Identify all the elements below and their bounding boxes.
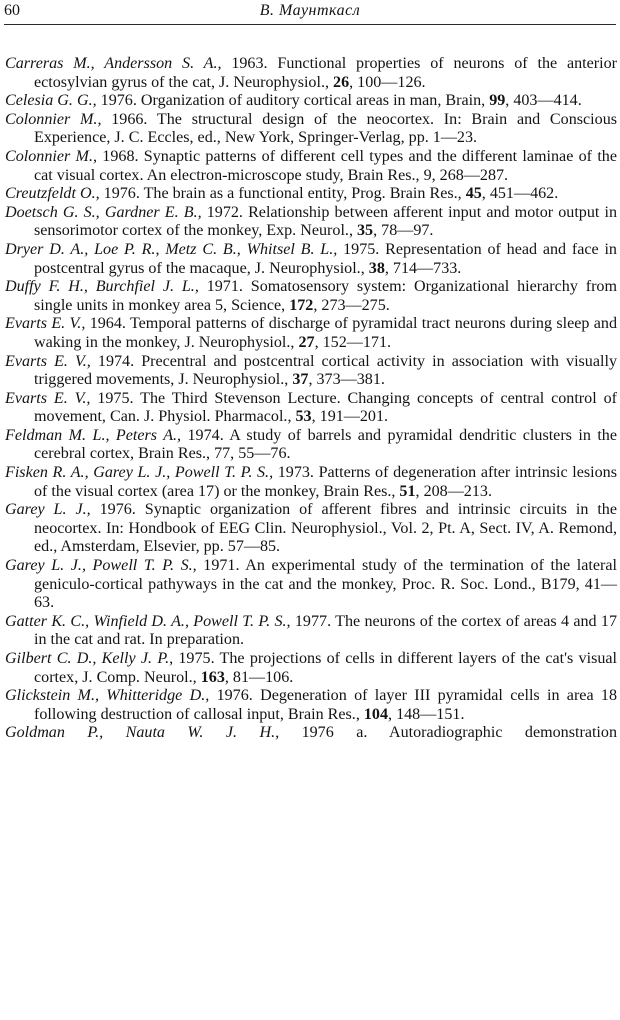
reference-entry xyxy=(5,557,617,613)
reference-volume: 163 xyxy=(200,668,225,686)
reference-volume: 38 xyxy=(368,259,385,277)
reference-authors: Gilbert C. D., Kelly J. P., xyxy=(5,650,174,667)
reference-authors: Celesia G. G., xyxy=(5,92,97,110)
reference-pages: , 152—171. xyxy=(314,333,392,351)
reference-entry xyxy=(5,185,617,204)
reference-text: 1976. The brain as a functional entity, Prog. Brain Res., xyxy=(99,185,466,203)
reference-entry xyxy=(5,427,617,464)
reference-authors: Duffy F. H., Burchfiel J. L., xyxy=(5,278,199,296)
reference-text: 1972. Relationship between afferent input and motor output in sensorimotor cortex of the monkey, Exp. Neurol., xyxy=(34,203,617,240)
reference-entry xyxy=(5,92,617,111)
reference-volume: 35 xyxy=(357,222,374,240)
reference-entry xyxy=(5,353,617,390)
reference-authors: Evarts E. V., xyxy=(5,315,86,333)
reference-text: 1976 a. Autoradiographic demonstration xyxy=(279,724,617,742)
reference-text: 1975. Representation of head and face in postcentral gyrus of the macaque, J. Neurophysiol., xyxy=(34,240,617,277)
reference-text: 1974. Precentral and postcentral cortical activity in association with visually triggered movements, J. Neurophysiol., xyxy=(34,352,617,389)
reference-pages: , 714—733. xyxy=(384,259,462,277)
reference-volume: 99 xyxy=(489,92,506,110)
reference-authors: Doetsch G. S., Gardner E. B., xyxy=(5,203,202,221)
reference-text: 1976. Degeneration of layer III pyramidal cells in area 18 following destruction of callosal input, Brain Res., xyxy=(34,687,617,723)
reference-pages: , 451—462. xyxy=(481,185,559,203)
reference-authors: Evarts E. V., xyxy=(5,352,91,370)
reference-authors: Garey L. J., xyxy=(5,501,91,519)
reference-pages: , 81—106. xyxy=(224,668,294,686)
reference-entry xyxy=(5,501,617,557)
reference-entry xyxy=(5,278,617,315)
reference-volume: 37 xyxy=(292,371,309,389)
running-head: В. Маунткасл xyxy=(259,2,361,19)
reference-authors: Gatter K. C., Winfield D. A., Powell T. P. S., xyxy=(5,612,291,630)
reference-authors: Colonnier M., xyxy=(5,110,102,128)
reference-pages: , 403—414. xyxy=(505,92,582,110)
reference-volume: 26 xyxy=(333,73,350,91)
reference-volume: 27 xyxy=(298,333,315,351)
reference-authors: Carreras M., Andersson S. A., xyxy=(5,55,222,72)
reference-pages: , 373—381. xyxy=(308,371,385,389)
reference-entry xyxy=(5,650,617,687)
reference-volume: 53 xyxy=(295,408,312,426)
reference-entry xyxy=(5,687,617,724)
reference-authors: Fisken R. A., Garey L. J., Powell T. P. S., xyxy=(5,464,274,482)
reference-pages: , 208—213. xyxy=(415,482,492,500)
reference-pages: , 191—201. xyxy=(311,408,389,426)
reference-pages: , 148—151. xyxy=(388,705,465,723)
header-rule xyxy=(4,24,616,25)
reference-text: 1974. A study of barrels and pyramidal dendritic clusters in the cerebral cortex, Brain Res., 77, 55—76. xyxy=(34,426,617,463)
reference-text: 1966. The structural design of the neocortex. In: Brain and Conscious Experience, J. C. Eccles, ed., New York, Springer-Verlag, pp. 1—23. xyxy=(34,110,617,147)
reference-authors: Dryer D. A., Loe P. R., Metz C. B., Whitsel B. L., xyxy=(5,240,338,258)
reference-entry xyxy=(5,613,617,650)
reference-entry xyxy=(5,241,617,278)
reference-entry xyxy=(5,464,617,501)
reference-text: 1971. An experimental study of the termination of the lateral geniculo-cortical pathyways in the cat and the monkey, Proc. R. Soc. Lond., B179, 41—63. xyxy=(34,557,617,612)
reference-text: 1975. The Third Stevenson Lecture. Changing concepts of central control of movement, Can. J. Physiol. Pharmacol., xyxy=(34,389,617,426)
reference-text: 1964. Temporal patterns of discharge of pyramidal tract neurons during sleep and waking in the monkey, J. Neurophysiol., xyxy=(34,315,617,351)
reference-entry xyxy=(5,148,617,185)
reference-volume: 45 xyxy=(465,185,482,203)
reference-authors: Evarts E. V., xyxy=(5,389,91,407)
reference-entry xyxy=(5,315,617,352)
reference-volume: 172 xyxy=(289,296,314,314)
reference-authors: Glickstein M., Whitteridge D., xyxy=(5,687,210,705)
reference-list xyxy=(5,55,617,743)
reference-authors: Garey L. J., Powell T. P. S., xyxy=(5,557,197,575)
reference-entry xyxy=(5,390,617,427)
reference-authors: Goldman P., Nauta W. J. H., xyxy=(5,724,280,742)
reference-text: 1971. Somatosensory system: Organizational hierarchy from single units in monkey area 5, Science, xyxy=(34,278,617,314)
reference-entry xyxy=(5,204,617,241)
reference-authors: Feldman M. L., Peters A., xyxy=(5,426,182,444)
reference-text: 1976. Synaptic organization of afferent fibres and intrinsic circuits in the neocortex. In: Hondbook of EEG Clin. Neurophysiol., Vol. 2, Pt. A, Sect. IV, A. Remond, ed., Amsterdam, Elsevier, pp. 57—85. xyxy=(34,501,617,556)
reference-text: 1976. Organization of auditory cortical areas in man, Brain, xyxy=(96,92,490,110)
reference-pages: , 78—97. xyxy=(373,222,434,240)
reference-authors: Colonnier M., xyxy=(5,147,98,165)
page-header xyxy=(0,0,620,26)
reference-entry xyxy=(5,724,617,743)
reference-text: 1968. Synaptic patterns of different cell types and the different laminae of the cat visual cortex. An electron-microscope study, Brain Res., 9, 268—287. xyxy=(34,147,617,184)
reference-volume: 104 xyxy=(363,705,389,723)
reference-pages: , 273—275. xyxy=(313,296,390,314)
reference-text: 1963. Functional properties of neurons of the anterior ectosylvian gyrus of the cat, J. Neurophysiol., xyxy=(34,55,617,91)
reference-volume: 51 xyxy=(399,482,416,500)
reference-entry xyxy=(5,55,617,92)
reference-text: 1975. The projections of cells in different layers of the cat's visual cortex, J. Comp. Neurol., xyxy=(34,650,617,686)
reference-authors: Creutzfeldt O., xyxy=(5,185,100,203)
reference-entry xyxy=(5,111,617,148)
reference-text: 1977. The neurons of the cortex of areas 4 and 17 in the cat and rat. In preparation. xyxy=(34,612,617,649)
reference-pages: , 100—126. xyxy=(349,73,426,91)
reference-text: 1973. Patterns of degeneration after intrinsic lesions of the visual cortex (area 17) or the monkey, Brain Res., xyxy=(34,464,617,500)
page-number: 60 xyxy=(4,2,20,19)
